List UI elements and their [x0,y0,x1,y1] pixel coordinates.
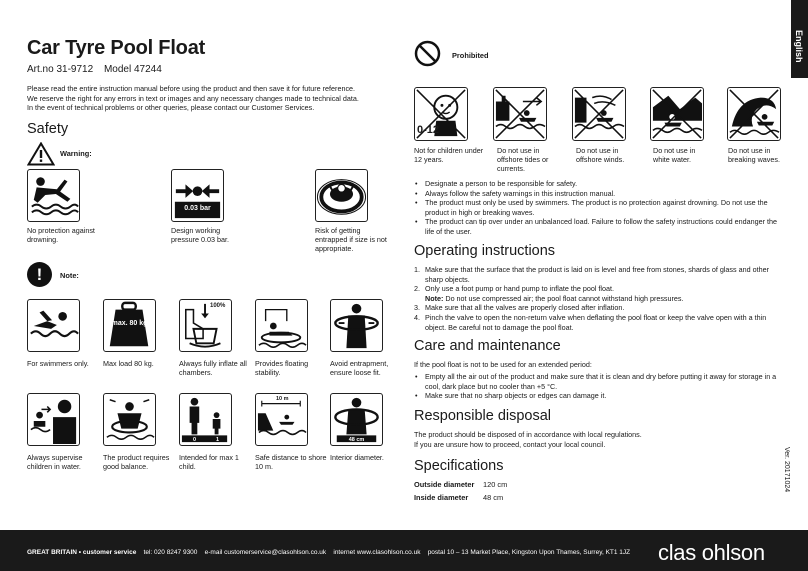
note-label: Note: [60,271,79,280]
caption-no-protection: No protection against drowning. [27,226,95,244]
step-text: Make sure that the surface that the product is laid on is level and free from stones, shards of glass and other sharp objects. [425,265,769,284]
list-item: • Always follow the safety warnings in this instruction manual. [414,189,784,199]
operating-heading: Operating instructions [414,243,556,259]
shore-distance-icon [255,393,308,446]
caption-pressure: Design working pressure 0.03 bar. [171,226,229,244]
max-load-value: max. 80 kg [111,320,148,327]
step-note-label: Note: [425,293,444,303]
intro-line: In the event of technical problems or other queries, please contact our Customer Services. [27,103,315,113]
caption-offshore-winds: Do not use in offshore winds. [576,146,625,165]
inflate-percent: 100% [210,303,226,309]
article-number: Art.no 31-9712 [27,64,94,75]
list-item: • Designate a person to be responsible for safety. [414,179,784,189]
list-item: • The product can tip over under an unbalanced load. Failure to follow the safety instructions could endanger the life of the user. [414,217,784,236]
step-number: 4. [414,312,420,322]
caption-offshore-tides: Do not use in offshore tides or currents. [497,146,549,174]
offshore-tides-icon [493,87,547,141]
caption-white-water: Do not use in white water. [653,146,696,165]
caption-entrapment: Risk of getting entrapped if size is not appropriate. [315,226,387,253]
max-load-weight-icon [103,299,156,352]
caption-interior-diameter: Interior diameter. [330,453,384,462]
one-child-icon [179,393,232,446]
language-tab [791,0,808,78]
footer-contact [27,549,630,556]
caption-max-load: Max load 80 kg. [103,359,154,368]
footer-postal: postal 10 – 13 Market Place, Kingston Upon Thames, Surrey, KT1 1JZ [427,549,631,556]
balance-icon [103,393,156,446]
footer-email: e-mail customerservice@clasohlson.co.uk [204,549,327,556]
step-text: Only use a foot pump or hand pump to inflate the pool float. [425,284,614,294]
entrapment-ring-icon [315,169,368,222]
version-label: Ver. 20171024 [783,447,790,493]
list-item: • The product must only be used by swimmers. The product is no protection against drowning. Do not use the product in high or breaking waves. [414,198,784,217]
list-item [414,284,784,303]
caption-age-limit: Not for children under 12 years. [414,146,484,165]
spec-key: Outside diameter [414,480,475,489]
care-bullet-list [414,372,784,401]
pressure-value: 0.03 bar [184,205,211,212]
step-number: 2. [414,284,420,294]
specs-table [414,478,507,504]
drowning-icon [27,169,80,222]
caption-breaking-waves: Do not use in breaking waves. [728,146,780,165]
warning-label: Warning: [60,149,92,158]
disposal-line: The product should be disposed of in accordance with local regulations. [414,430,642,439]
footer-internet: internet www.clasohlson.co.uk [333,549,421,556]
step-text: Pinch the valve to open the non-return valve when deflating the pool float or keep the valve open with a thin object. Be careful not to damage the pool float. [425,312,767,332]
disposal-line: If you are unsure how to proceed, contact your local council. [414,439,606,449]
spec-key: Inside diameter [414,493,469,502]
prohibited-icon [414,40,441,67]
list-item [414,303,784,313]
spec-value: 120 cm [483,480,508,489]
step-text: Make sure that all the valves are properly closed after inflation. [425,303,625,313]
step-number: 1. [414,265,420,274]
safety-heading: Safety [27,121,69,137]
loose-fit-icon [330,299,383,352]
operating-steps [414,265,784,332]
step-number: 3. [414,303,420,313]
intro-line: Please read the entire instruction manual before using the product and then save it for future reference. [27,84,356,93]
disposal-heading: Responsible disposal [414,408,552,424]
age-limit-icon [414,87,468,141]
caption-stability: Provides floating stability. [255,359,309,377]
age-limit-value: 0-12 [417,124,440,136]
list-item [414,265,784,284]
count-zero: 0 [193,437,197,443]
footer-country: GREAT BRITAIN • customer service [27,549,137,556]
list-item [414,313,784,332]
intro-line: We reserve the right for any errors in text or images and any necessary changes made to technical data. [27,93,359,103]
caption-swimmers-only: For swimmers only. [27,359,89,368]
brand-logo: clas ohlson [658,540,765,565]
caption-balance: The product requires good balance. [103,453,170,471]
spec-value: 48 cm [483,493,504,502]
model-number: Model 47244 [103,64,162,75]
care-heading: Care and maintenance [414,338,561,354]
caption-supervise: Always supervise children in water. [27,453,83,471]
breaking-waves-icon [727,87,781,141]
intro-text [27,84,397,113]
footer-tel: tel: 020 8247 9300 [143,549,198,556]
prohibited-label: Prohibited [452,51,489,60]
warning-triangle-icon [27,142,55,166]
safety-bullet-list [414,179,784,237]
white-water-icon [650,87,704,141]
caption-one-child: Intended for max 1 child. [179,453,239,471]
pressure-icon [171,169,224,222]
list-item: • Empty all the air out of the product and make sure that it is clean and dry before putting it away for storage in a cool, dark place but no cooler than +5 °C. [414,372,784,391]
offshore-winds-icon [572,87,626,141]
caption-inflate: Always fully inflate all chambers. [179,359,247,377]
inflate-chambers-icon [179,299,232,352]
step-note: Do not use compressed air; the pool float cannot withstand high pressures. [445,293,684,303]
care-intro: If the pool float is not to be used for an extended period: [414,360,592,369]
caption-loose-fit: Avoid entrapment, ensure loose fit. [330,359,389,377]
list-item: • Make sure that no sharp objects or edges can damage it. [414,391,784,401]
floating-stability-icon [255,299,308,352]
spec-row [414,491,507,504]
disposal-text [414,430,784,449]
page-title: Car Tyre Pool Float [27,37,206,59]
note-exclamation-icon: ! [27,262,52,287]
article-line [27,64,170,75]
diameter-value: 48 cm [348,437,365,443]
count-one: 1 [216,437,220,443]
swimmer-icon [27,299,80,352]
spec-row [414,478,507,491]
supervise-children-icon [27,393,80,446]
language-label: English [794,30,804,63]
interior-diameter-icon [330,393,383,446]
shore-distance-value: 10 m [276,396,289,402]
footer [0,530,808,571]
specs-heading: Specifications [414,458,504,474]
caption-shore-distance: Safe distance to shore 10 m. [255,453,327,471]
